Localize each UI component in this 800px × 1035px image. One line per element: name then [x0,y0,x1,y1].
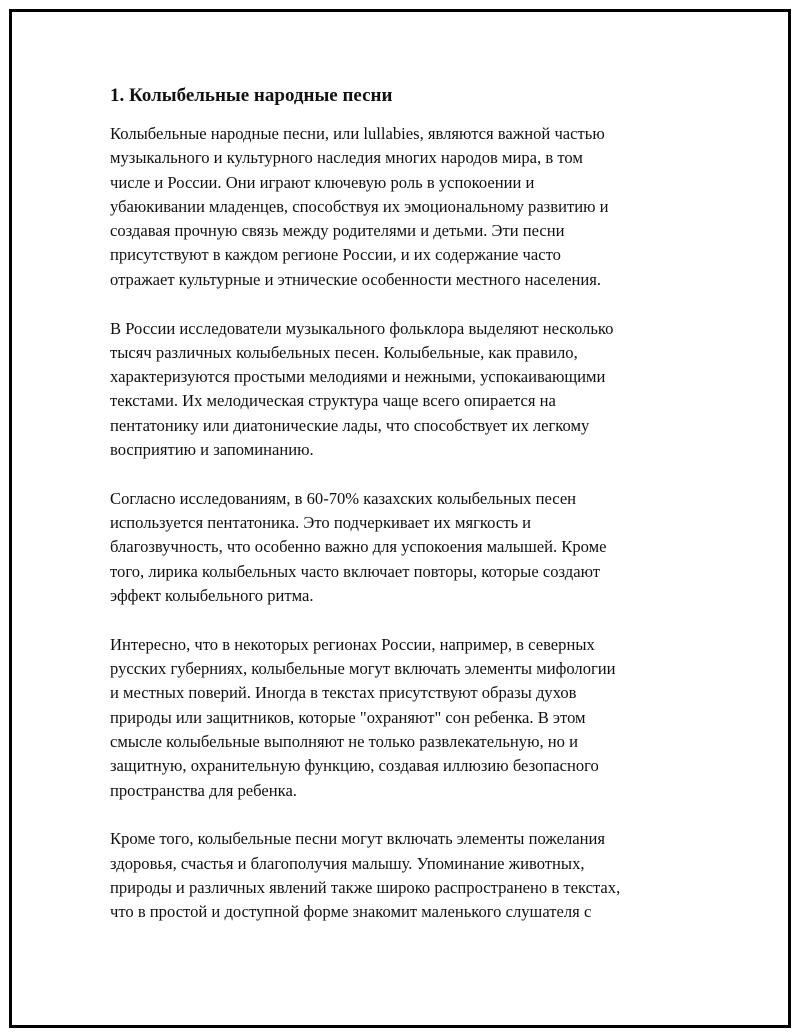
text-line: отражает культурные и этнические особенности местного населения. [110,269,602,289]
paragraph-3 [110,487,685,608]
text-line: что в простой и доступной форме знакомит маленького слушателя с [110,902,592,922]
text-line: Колыбельные народные песни, или lullabies, являются важной частью [110,124,605,143]
text-line: Согласно исследованиям, в 60-70% казахских колыбельных песен [110,488,577,508]
text-line: текстами. Их мелодическая структура чаще всего опирается на [110,391,556,411]
text-line: Кроме того, колыбельные песни могут включать элементы пожелания [110,829,605,849]
text-line: того, лирика колыбельных часто включает повторы, которые создают [110,561,600,581]
text-line: пентатонику или диатонические лады, что способствует их легкому [110,415,590,435]
text-line: В России исследователи музыкального фольклора выделяют несколько [110,318,614,338]
text-line: используется пентатоника. Это подчеркивает их мягкость и [110,513,532,533]
paragraph-1 [110,122,685,292]
text-line: Интересно, что в некоторых регионах России, например, в северных [110,634,595,654]
document-body [110,82,685,949]
text-line: здоровья, счастья и благополучия малышу. Упоминание животных, [110,853,585,873]
text-line: природы или защитников, которые "охраняют" сон ребенка. В этом [110,707,586,727]
text-line: восприятию и запоминанию. [110,440,314,460]
text-line: создавая прочную связь между родителями и детьми. Эти песни [110,221,565,241]
text-line: смысле колыбельные выполняют не только развлекательную, но и [110,732,578,752]
paragraph-5 [110,827,685,924]
paragraph-2 [110,317,685,463]
text-line: характеризуются простыми мелодиями и нежными, успокаивающими [110,367,606,387]
text-line: тысяч различных колыбельных песен. Колыбельные, как правило, [110,342,578,362]
text-line: благозвучность, что особенно важно для успокоения малышей. Кроме [110,537,607,557]
text-line: пространства для ребенка. [110,780,297,800]
text-line: присутствуют в каждом регионе России, и их содержание часто [110,245,561,265]
paragraph-4 [110,633,685,803]
text-line: русских губерниях, колыбельные могут включать элементы мифологии [110,659,616,679]
section-heading: 1. Колыбельные народные песни [110,85,393,106]
text-line: и местных поверий. Иногда в текстах присутствуют образы духов [110,683,577,703]
text-line: числе и России. Они играют ключевую роль в успокоении и [110,172,535,192]
text-line: природы и различных явлений также широко распространено в текстах, [110,878,621,898]
text-line: музыкального и культурного наследия многих народов мира, в том [110,148,583,168]
text-line: эффект колыбельного ритма. [110,586,314,606]
text-line: защитную, охранительную функцию, создавая иллюзию безопасного [110,756,599,776]
text-line: убаюкивании младенцев, способствуя их эмоциональному развитию и [110,196,609,216]
